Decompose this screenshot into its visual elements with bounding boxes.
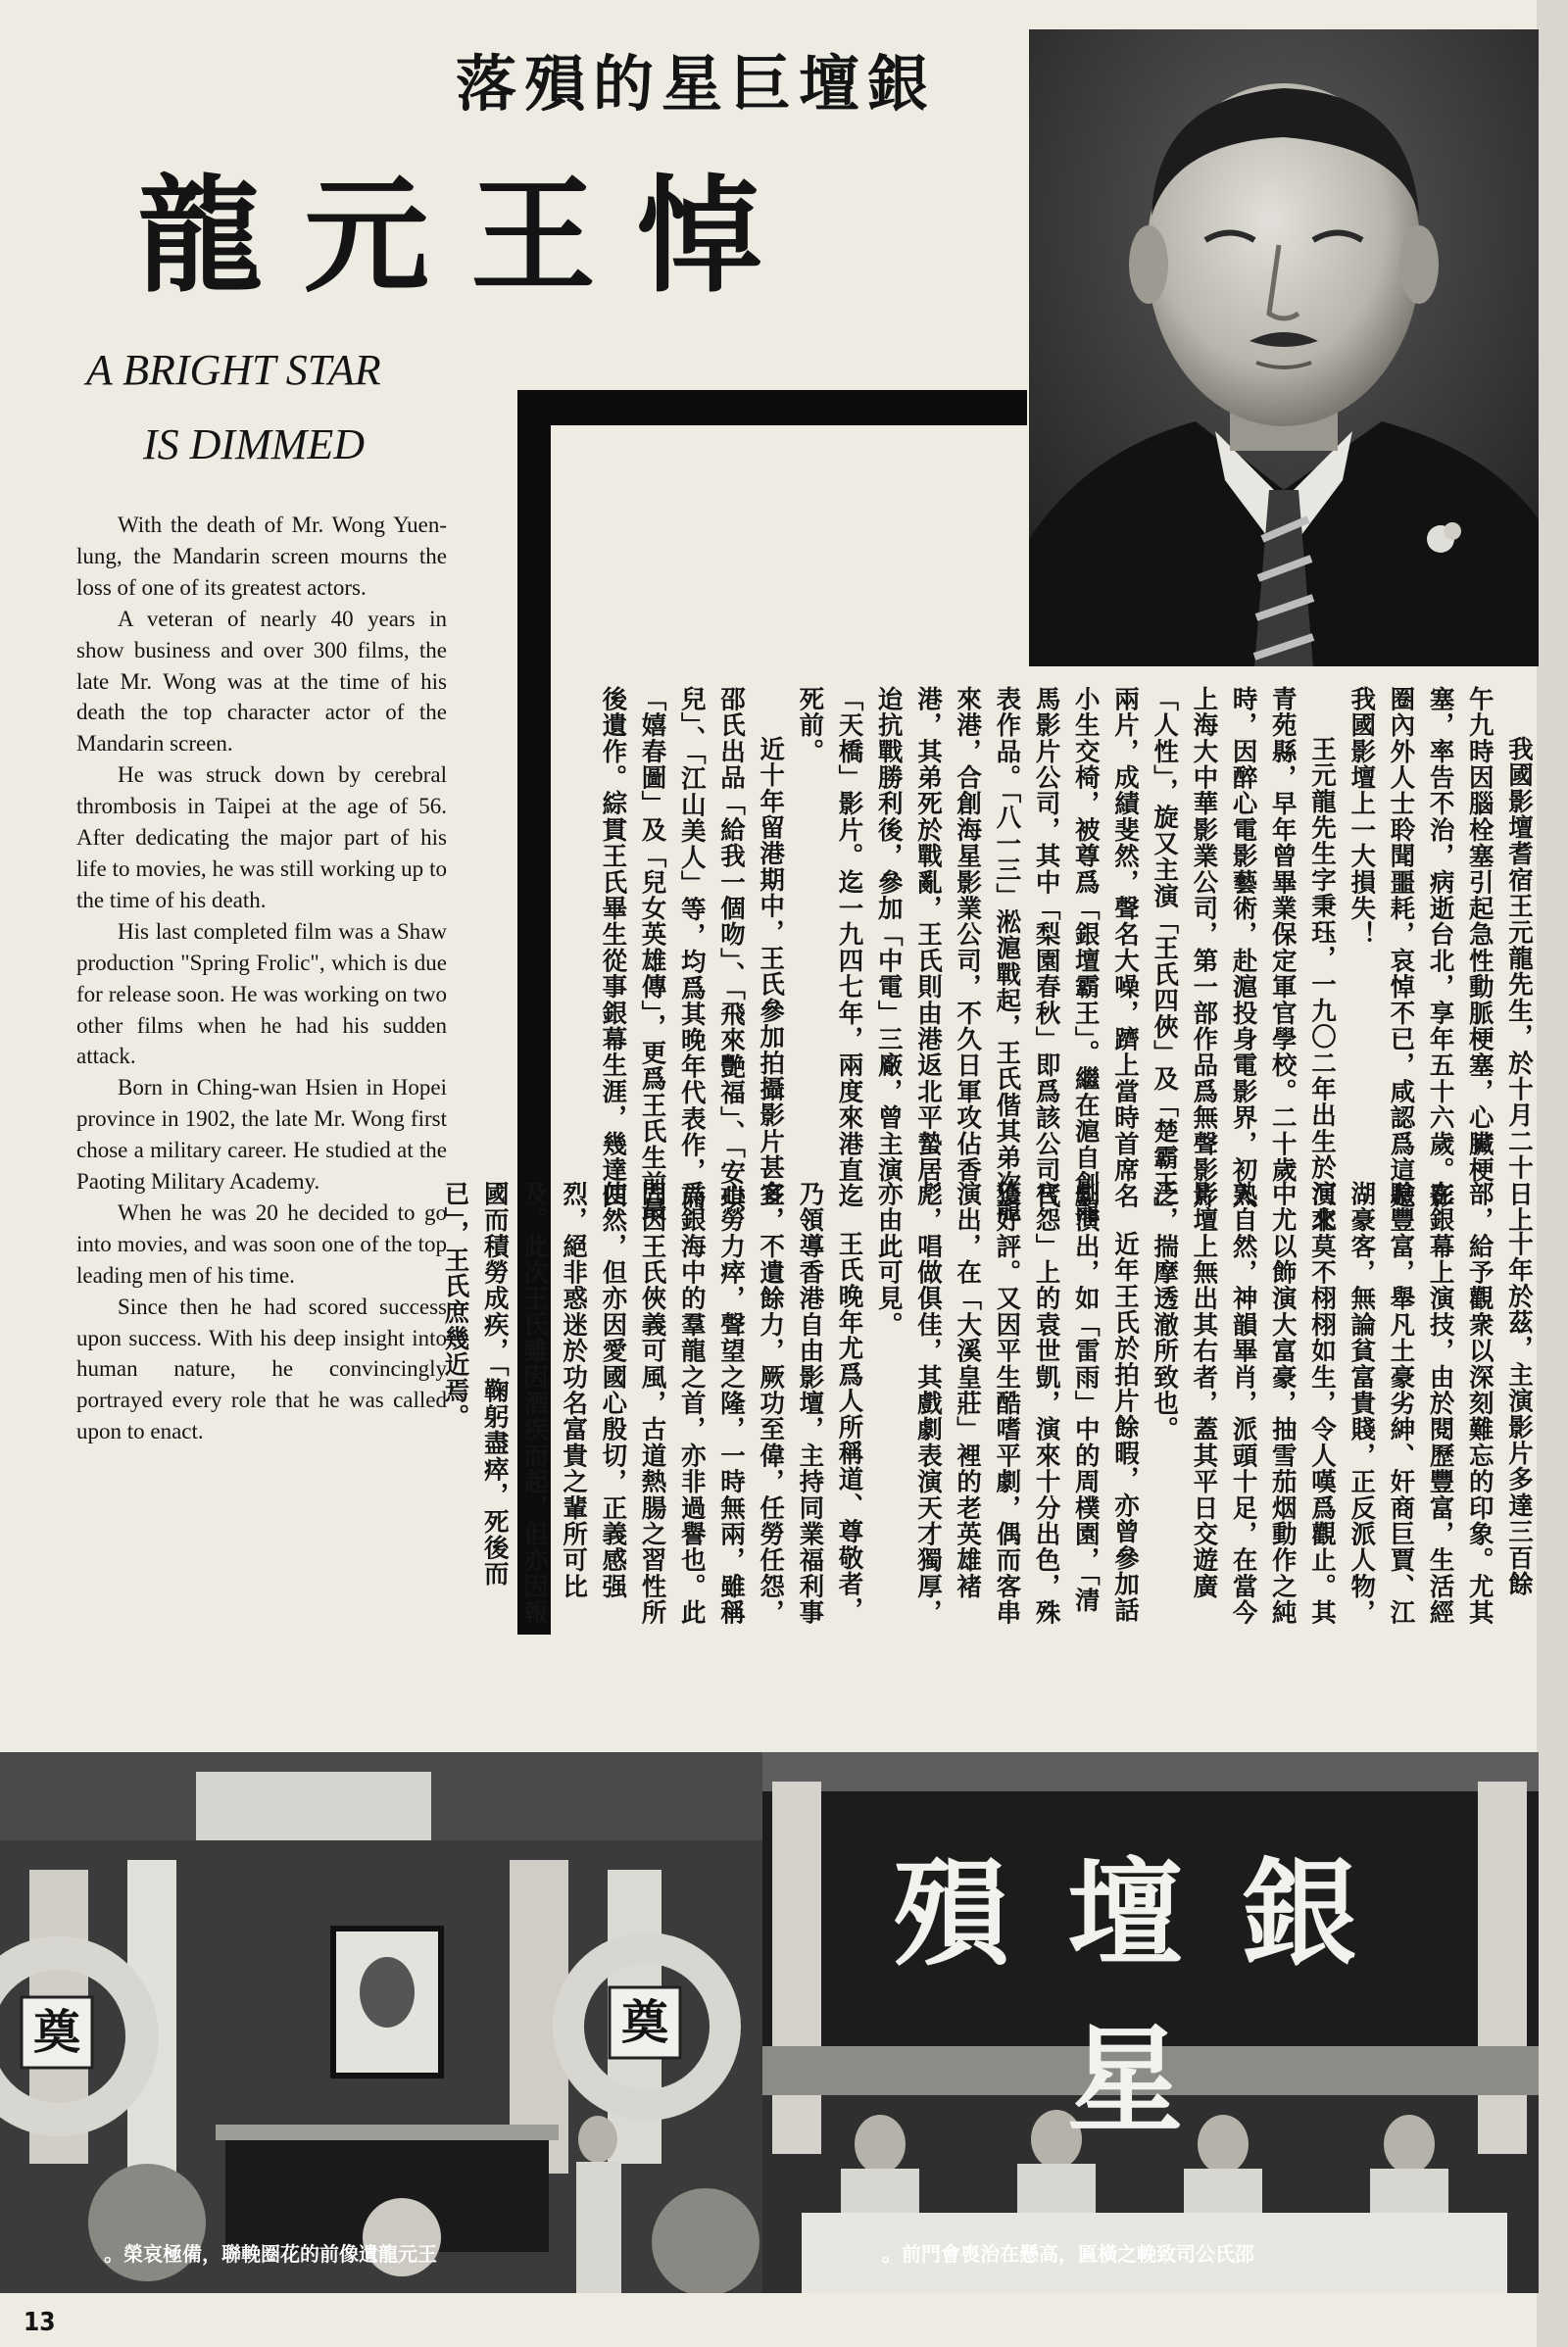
wreath-label-right: 奠 — [620, 1995, 668, 2050]
english-paragraph: His last completed film was a Shaw production "Spring Frolic", which is due for release soon. He was working on two other films when he had his sudden attack. — [76, 918, 447, 1069]
chinese-paragraph: 我國影壇耆宿王元龍先生，於十月二十日上午九時因腦栓塞引起急性動脈梗塞，心臟梗塞，率告不治，病逝台北，享年五十六歲。影圈內外人士聆聞噩耗，哀悼不已，咸認爲這是我國影壇上一大損失！ — [1347, 686, 1534, 1234]
banner-photo — [762, 1752, 1539, 2293]
english-title — [86, 333, 478, 482]
chinese-article-lower — [440, 1181, 1539, 1627]
english-paragraph: When he was 20 he decided to go into movies, and was soon one of the top leading men of his time. — [76, 1199, 447, 1288]
banner-text: 銀壇殞星 — [892, 1846, 1416, 2148]
english-title-line-1: A BRIGHT STAR — [86, 346, 381, 394]
english-paragraph: Since then he had scored success upon success. With his deep insight into human nature, he convincingly portrayed every role that he was called upon to enact. — [76, 1294, 447, 1444]
chinese-article-upper — [598, 686, 1539, 1235]
english-title-line-2: IS DIMMED — [143, 420, 366, 468]
chinese-paragraph: 十年於茲，主演影片多達三百餘部，給予觀衆以深刻難忘的印象。尤其在銀幕上演技，由於閱歷豐富，生活經驗豐富，舉凡土豪劣紳、奸商巨賈、江湖豪客，無論貧富貴賤，正反派人物，演來莫不栩栩如生，令人嘆爲觀止。其中尤以飾演大富豪，抽雪茄烟動作之純熟自然，神韻畢肖，派頭十足，在當今影壇上無出其右者，蓋其平日交遊廣泛，揣摩透澈所致也。 — [1150, 1181, 1534, 1626]
english-paragraph: Born in Ching-wan Hsien in Hopei province in 1902, the late Mr. Wong first chose a military career. He studied at the Paoting Military Academy. — [76, 1075, 447, 1195]
english-paragraph: With the death of Mr. Wong Yuen-lung, the Mandarin screen mourns the loss of one of its greatest actors. — [76, 513, 447, 600]
english-paragraph: A veteran of nearly 40 years in show business and over 300 films, the late Mr. Wong was at the time of his death the top character actor of the Mandarin screen. — [76, 606, 447, 757]
headline: 悼王元龍 — [136, 164, 804, 310]
page-number: 13 — [24, 2308, 56, 2337]
chinese-paragraph: 近十年留港期中，王氏參加拍攝影片甚多，邵氏出品「給我一個吻」、「飛來艷福」、「安琪兒」、「江山美人」等，均爲其晚年代表作，而「嬉春圖」及「兒女英雄傳」，更爲王氏生前最後遺作。綜貫王氏畢生從事銀幕生涯，幾達四 — [598, 686, 786, 1234]
portrait-photo — [1029, 29, 1539, 666]
frame-bar-horizontal — [517, 390, 1027, 425]
wreath-label-left: 奠 — [32, 2005, 80, 2060]
photo-caption-left: 王元龍遺像前的花圈輓聯，備極哀榮。 — [104, 2242, 437, 2266]
chinese-paragraph: 王元龍先生字秉珏，一九〇二年出生於河北青苑縣，早年曾畢業保定軍官學校。二十歲時，因醉心電影藝術，赴滬投身電影界，初入上海大中華影業公司，第一部作品爲無聲影片「人性」，旋又主演「王氏四俠」及「楚霸王」兩片，成績斐然，聲名大噪，躋上當時首席名小生交椅，被尊爲「銀壇霸王」。繼在滬自創龍馬影片公司，其中「梨園春秋」即爲該公司代表作品。「八一三」淞滬戰起，王氏偕其弟次龍來港，合創海星影業公司，不久日軍攻佔香港，其弟死於戰亂，王氏則由港返北平蟄居。迨抗戰勝利後，參加「中電」三廠，曾主演「天橋」影片。迄一九四七年，兩度來港直迄死前。 — [795, 686, 1337, 1234]
chinese-paragraph: 近年王氏於拍片餘暇，亦曾參加話劇演出，如「雷雨」中的周樸園，「清宮怨」上的袁世凱，演來十分出色，殊獲好評。又因平生酷嗜平劇，偶而客串演出，在「大溪皇莊」裡的老英雄褚彪，唱做俱佳，其戲劇表演天才獨厚，亦由此可見。 — [873, 1181, 1140, 1626]
page-edge — [1537, 0, 1568, 2347]
kicker-title: 銀壇巨星的殞落 — [455, 48, 936, 120]
english-paragraph: He was struck down by cerebral thrombosis in Taipei at the age of 56. After dedicating the major part of his life to movies, he was still working up to the time of his death. — [76, 762, 447, 912]
english-article — [76, 510, 447, 1447]
chinese-paragraph: 王氏晚年尤爲人所稱道、尊敬者，乃領導香港自由影壇，主持同業福利事宜，不遺餘力，厥功至偉，任勞任怨，心勞力瘁，聲望之隆，一時無兩，雖稱爲銀海中的羣龍之首，亦非過譽也。此固因王氏俠義可風，古道熱腸之習性所使然，但亦因愛國心殷切，正義感强烈，絕非惑迷於功名富貴之輩所可比及。此次王氏雖因酒疾而起，但亦因報國而積勞成疾，「鞠躬盡瘁，死後而已」，王氏庶幾近焉。 — [440, 1181, 864, 1626]
memorial-hall-photo — [0, 1752, 762, 2293]
portrait-illustration — [1029, 29, 1539, 666]
photo-caption-right: 邵氏公司致輓之橫匾，高懸在治喪會門前。 — [882, 2242, 1254, 2266]
